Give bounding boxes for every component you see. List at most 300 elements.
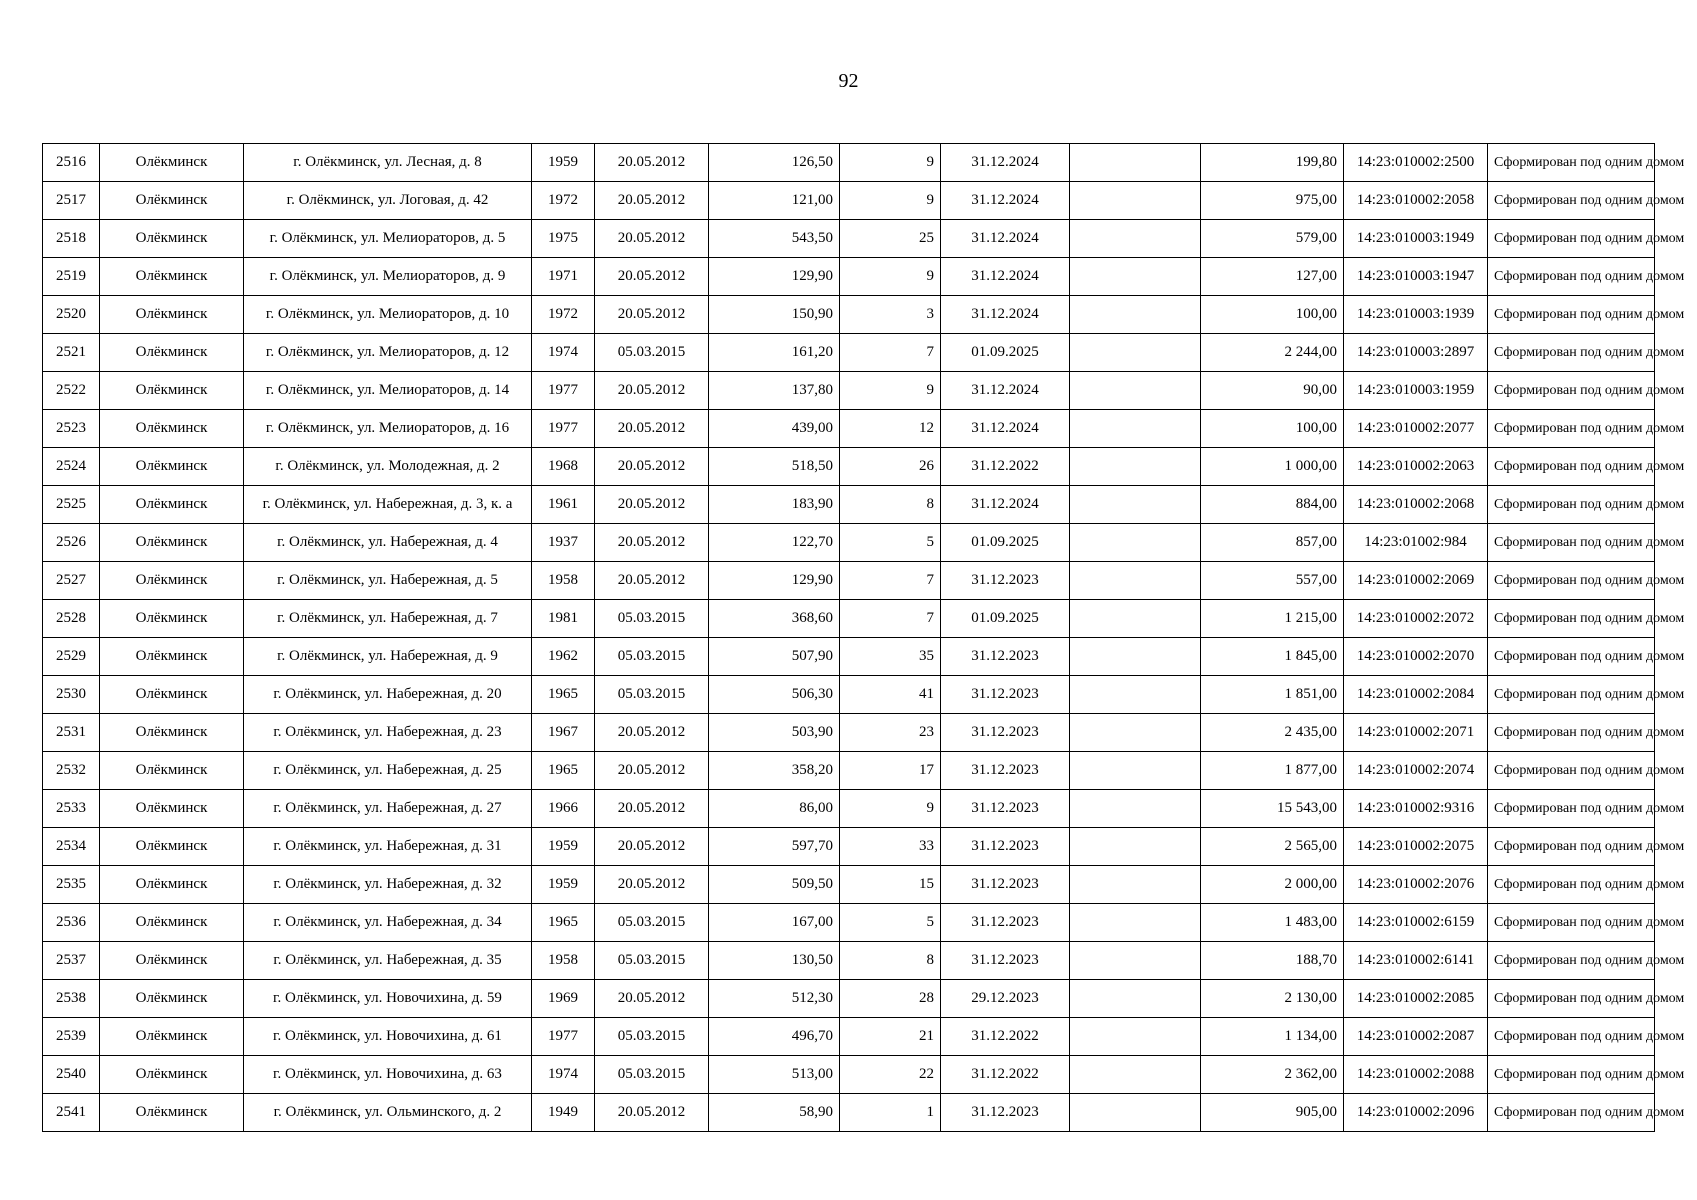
empty-cell xyxy=(1070,790,1201,828)
date-cell: 05.03.2015 xyxy=(595,1056,709,1094)
area-cell: 509,50 xyxy=(709,866,840,904)
date-cell: 20.05.2012 xyxy=(595,258,709,296)
table-row xyxy=(43,638,1655,676)
cadastral-number-cell: 14:23:010003:1939 xyxy=(1344,296,1488,334)
status-cell: Сформирован под одним домом xyxy=(1488,714,1655,752)
area-cell: 513,00 xyxy=(709,1056,840,1094)
settlement-cell: Олёкминск xyxy=(100,600,244,638)
table-row xyxy=(43,676,1655,714)
land-area-cell: 975,00 xyxy=(1201,182,1344,220)
empty-cell xyxy=(1070,676,1201,714)
status-cell: Сформирован под одним домом xyxy=(1488,942,1655,980)
date-cell: 20.05.2012 xyxy=(595,296,709,334)
residents-cell: 26 xyxy=(840,448,941,486)
deadline-cell: 01.09.2025 xyxy=(941,600,1070,638)
deadline-cell: 31.12.2023 xyxy=(941,866,1070,904)
land-area-cell: 100,00 xyxy=(1201,296,1344,334)
date-cell: 20.05.2012 xyxy=(595,752,709,790)
deadline-cell: 31.12.2023 xyxy=(941,790,1070,828)
date-cell: 20.05.2012 xyxy=(595,980,709,1018)
empty-cell xyxy=(1070,410,1201,448)
status-cell: Сформирован под одним домом xyxy=(1488,676,1655,714)
cadastral-number-cell: 14:23:010002:6159 xyxy=(1344,904,1488,942)
residents-cell: 25 xyxy=(840,220,941,258)
cadastral-number-cell: 14:23:010002:2069 xyxy=(1344,562,1488,600)
cadastral-number-cell: 14:23:010002:2087 xyxy=(1344,1018,1488,1056)
date-cell: 05.03.2015 xyxy=(595,676,709,714)
table-row xyxy=(43,942,1655,980)
area-cell: 503,90 xyxy=(709,714,840,752)
deadline-cell: 31.12.2024 xyxy=(941,296,1070,334)
area-cell: 439,00 xyxy=(709,410,840,448)
cadastral-number-cell: 14:23:010002:6141 xyxy=(1344,942,1488,980)
address-cell: г. Олёкминск, ул. Набережная, д. 32 xyxy=(244,866,532,904)
date-cell: 05.03.2015 xyxy=(595,600,709,638)
deadline-cell: 31.12.2023 xyxy=(941,828,1070,866)
area-cell: 122,70 xyxy=(709,524,840,562)
residents-cell: 22 xyxy=(840,1056,941,1094)
build-year-cell: 1977 xyxy=(532,410,595,448)
settlement-cell: Олёкминск xyxy=(100,752,244,790)
deadline-cell: 31.12.2023 xyxy=(941,752,1070,790)
empty-cell xyxy=(1070,942,1201,980)
row-number-cell: 2524 xyxy=(43,448,100,486)
empty-cell xyxy=(1070,1094,1201,1132)
status-cell: Сформирован под одним домом xyxy=(1488,144,1655,182)
row-number-cell: 2534 xyxy=(43,828,100,866)
area-cell: 506,30 xyxy=(709,676,840,714)
cadastral-number-cell: 14:23:010002:2075 xyxy=(1344,828,1488,866)
address-cell: г. Олёкминск, ул. Набережная, д. 4 xyxy=(244,524,532,562)
row-number-cell: 2537 xyxy=(43,942,100,980)
status-cell: Сформирован под одним домом xyxy=(1488,1094,1655,1132)
area-cell: 161,20 xyxy=(709,334,840,372)
residents-cell: 9 xyxy=(840,258,941,296)
land-area-cell: 188,70 xyxy=(1201,942,1344,980)
settlement-cell: Олёкминск xyxy=(100,638,244,676)
row-number-cell: 2530 xyxy=(43,676,100,714)
address-cell: г. Олёкминск, ул. Мелиораторов, д. 5 xyxy=(244,220,532,258)
settlement-cell: Олёкминск xyxy=(100,942,244,980)
table-row xyxy=(43,524,1655,562)
settlement-cell: Олёкминск xyxy=(100,334,244,372)
land-area-cell: 884,00 xyxy=(1201,486,1344,524)
area-cell: 130,50 xyxy=(709,942,840,980)
build-year-cell: 1965 xyxy=(532,752,595,790)
deadline-cell: 31.12.2023 xyxy=(941,562,1070,600)
table-row xyxy=(43,448,1655,486)
settlement-cell: Олёкминск xyxy=(100,448,244,486)
status-cell: Сформирован под одним домом xyxy=(1488,486,1655,524)
area-cell: 368,60 xyxy=(709,600,840,638)
date-cell: 20.05.2012 xyxy=(595,448,709,486)
table-row xyxy=(43,182,1655,220)
land-area-cell: 2 000,00 xyxy=(1201,866,1344,904)
area-cell: 512,30 xyxy=(709,980,840,1018)
date-cell: 20.05.2012 xyxy=(595,372,709,410)
status-cell: Сформирован под одним домом xyxy=(1488,904,1655,942)
land-area-cell: 90,00 xyxy=(1201,372,1344,410)
date-cell: 20.05.2012 xyxy=(595,866,709,904)
row-number-cell: 2517 xyxy=(43,182,100,220)
build-year-cell: 1969 xyxy=(532,980,595,1018)
table-row xyxy=(43,866,1655,904)
address-cell: г. Олёкминск, ул. Набережная, д. 34 xyxy=(244,904,532,942)
residents-cell: 9 xyxy=(840,372,941,410)
deadline-cell: 29.12.2023 xyxy=(941,980,1070,1018)
address-cell: г. Олёкминск, ул. Набережная, д. 31 xyxy=(244,828,532,866)
empty-cell xyxy=(1070,600,1201,638)
address-cell: г. Олёкминск, ул. Молодежная, д. 2 xyxy=(244,448,532,486)
address-cell: г. Олёкминск, ул. Лесная, д. 8 xyxy=(244,144,532,182)
build-year-cell: 1959 xyxy=(532,144,595,182)
residents-cell: 15 xyxy=(840,866,941,904)
build-year-cell: 1977 xyxy=(532,1018,595,1056)
status-cell: Сформирован под одним домом xyxy=(1488,334,1655,372)
settlement-cell: Олёкминск xyxy=(100,258,244,296)
table-row xyxy=(43,372,1655,410)
residents-cell: 7 xyxy=(840,562,941,600)
deadline-cell: 31.12.2024 xyxy=(941,182,1070,220)
row-number-cell: 2533 xyxy=(43,790,100,828)
empty-cell xyxy=(1070,296,1201,334)
settlement-cell: Олёкминск xyxy=(100,144,244,182)
row-number-cell: 2539 xyxy=(43,1018,100,1056)
land-area-cell: 1 215,00 xyxy=(1201,600,1344,638)
deadline-cell: 31.12.2023 xyxy=(941,676,1070,714)
cadastral-number-cell: 14:23:01002:984 xyxy=(1344,524,1488,562)
row-number-cell: 2523 xyxy=(43,410,100,448)
settlement-cell: Олёкминск xyxy=(100,980,244,1018)
date-cell: 05.03.2015 xyxy=(595,1018,709,1056)
address-cell: г. Олёкминск, ул. Новочихина, д. 59 xyxy=(244,980,532,1018)
settlement-cell: Олёкминск xyxy=(100,714,244,752)
status-cell: Сформирован под одним домом xyxy=(1488,1018,1655,1056)
deadline-cell: 31.12.2023 xyxy=(941,1094,1070,1132)
deadline-cell: 01.09.2025 xyxy=(941,334,1070,372)
row-number-cell: 2522 xyxy=(43,372,100,410)
land-area-cell: 1 851,00 xyxy=(1201,676,1344,714)
cadastral-number-cell: 14:23:010002:2063 xyxy=(1344,448,1488,486)
deadline-cell: 01.09.2025 xyxy=(941,524,1070,562)
address-cell: г. Олёкминск, ул. Набережная, д. 25 xyxy=(244,752,532,790)
residents-cell: 41 xyxy=(840,676,941,714)
deadline-cell: 31.12.2022 xyxy=(941,1056,1070,1094)
address-cell: г. Олёкминск, ул. Мелиораторов, д. 9 xyxy=(244,258,532,296)
empty-cell xyxy=(1070,714,1201,752)
settlement-cell: Олёкминск xyxy=(100,524,244,562)
table-row xyxy=(43,980,1655,1018)
address-cell: г. Олёкминск, ул. Набережная, д. 23 xyxy=(244,714,532,752)
address-cell: г. Олёкминск, ул. Набережная, д. 7 xyxy=(244,600,532,638)
land-area-cell: 2 130,00 xyxy=(1201,980,1344,1018)
empty-cell xyxy=(1070,904,1201,942)
area-cell: 150,90 xyxy=(709,296,840,334)
empty-cell xyxy=(1070,144,1201,182)
status-cell: Сформирован под одним домом xyxy=(1488,1056,1655,1094)
land-area-cell: 127,00 xyxy=(1201,258,1344,296)
residents-cell: 9 xyxy=(840,182,941,220)
row-number-cell: 2536 xyxy=(43,904,100,942)
build-year-cell: 1974 xyxy=(532,334,595,372)
address-cell: г. Олёкминск, ул. Набережная, д. 35 xyxy=(244,942,532,980)
build-year-cell: 1958 xyxy=(532,562,595,600)
status-cell: Сформирован под одним домом xyxy=(1488,372,1655,410)
residents-cell: 23 xyxy=(840,714,941,752)
deadline-cell: 31.12.2024 xyxy=(941,372,1070,410)
status-cell: Сформирован под одним домом xyxy=(1488,220,1655,258)
table-row xyxy=(43,1094,1655,1132)
settlement-cell: Олёкминск xyxy=(100,828,244,866)
area-cell: 507,90 xyxy=(709,638,840,676)
area-cell: 358,20 xyxy=(709,752,840,790)
table-row xyxy=(43,714,1655,752)
cadastral-number-cell: 14:23:010002:2076 xyxy=(1344,866,1488,904)
status-cell: Сформирован под одним домом xyxy=(1488,638,1655,676)
land-area-cell: 199,80 xyxy=(1201,144,1344,182)
address-cell: г. Олёкминск, ул. Набережная, д. 20 xyxy=(244,676,532,714)
table-row xyxy=(43,410,1655,448)
build-year-cell: 1974 xyxy=(532,1056,595,1094)
settlement-cell: Олёкминск xyxy=(100,866,244,904)
table-row xyxy=(43,1018,1655,1056)
row-number-cell: 2531 xyxy=(43,714,100,752)
land-area-cell: 905,00 xyxy=(1201,1094,1344,1132)
cadastral-number-cell: 14:23:010003:1949 xyxy=(1344,220,1488,258)
area-cell: 183,90 xyxy=(709,486,840,524)
address-cell: г. Олёкминск, ул. Набережная, д. 9 xyxy=(244,638,532,676)
build-year-cell: 1981 xyxy=(532,600,595,638)
row-number-cell: 2538 xyxy=(43,980,100,1018)
registry-rows xyxy=(43,144,1685,1132)
build-year-cell: 1972 xyxy=(532,296,595,334)
land-area-cell: 1 877,00 xyxy=(1201,752,1344,790)
empty-cell xyxy=(1070,334,1201,372)
address-cell: г. Олёкминск, ул. Новочихина, д. 63 xyxy=(244,1056,532,1094)
area-cell: 121,00 xyxy=(709,182,840,220)
residents-cell: 3 xyxy=(840,296,941,334)
address-cell: г. Олёкминск, ул. Новочихина, д. 61 xyxy=(244,1018,532,1056)
cadastral-number-cell: 14:23:010002:2070 xyxy=(1344,638,1488,676)
residents-cell: 9 xyxy=(840,144,941,182)
area-cell: 167,00 xyxy=(709,904,840,942)
row-number-cell: 2529 xyxy=(43,638,100,676)
empty-cell xyxy=(1070,524,1201,562)
residents-cell: 8 xyxy=(840,486,941,524)
row-number-cell: 2521 xyxy=(43,334,100,372)
table-row xyxy=(43,828,1655,866)
date-cell: 20.05.2012 xyxy=(595,790,709,828)
settlement-cell: Олёкминск xyxy=(100,486,244,524)
table-row xyxy=(43,258,1655,296)
row-number-cell: 2540 xyxy=(43,1056,100,1094)
status-cell: Сформирован под одним домом xyxy=(1488,600,1655,638)
build-year-cell: 1977 xyxy=(532,372,595,410)
row-number-cell: 2518 xyxy=(43,220,100,258)
cadastral-number-cell: 14:23:010002:2071 xyxy=(1344,714,1488,752)
land-area-cell: 2 362,00 xyxy=(1201,1056,1344,1094)
table-row xyxy=(43,1056,1655,1094)
cadastral-number-cell: 14:23:010002:2077 xyxy=(1344,410,1488,448)
empty-cell xyxy=(1070,752,1201,790)
area-cell: 597,70 xyxy=(709,828,840,866)
land-area-cell: 1 845,00 xyxy=(1201,638,1344,676)
date-cell: 20.05.2012 xyxy=(595,562,709,600)
address-cell: г. Олёкминск, ул. Логовая, д. 42 xyxy=(244,182,532,220)
status-cell: Сформирован под одним домом xyxy=(1488,448,1655,486)
address-cell: г. Олёкминск, ул. Ольминского, д. 2 xyxy=(244,1094,532,1132)
area-cell: 126,50 xyxy=(709,144,840,182)
row-number-cell: 2525 xyxy=(43,486,100,524)
deadline-cell: 31.12.2023 xyxy=(941,714,1070,752)
address-cell: г. Олёкминск, ул. Мелиораторов, д. 16 xyxy=(244,410,532,448)
build-year-cell: 1962 xyxy=(532,638,595,676)
settlement-cell: Олёкминск xyxy=(100,1094,244,1132)
page-number: 92 xyxy=(838,70,859,92)
build-year-cell: 1959 xyxy=(532,828,595,866)
status-cell: Сформирован под одним домом xyxy=(1488,828,1655,866)
address-cell: г. Олёкминск, ул. Мелиораторов, д. 10 xyxy=(244,296,532,334)
settlement-cell: Олёкминск xyxy=(100,410,244,448)
row-number-cell: 2535 xyxy=(43,866,100,904)
land-area-cell: 15 543,00 xyxy=(1201,790,1344,828)
land-area-cell: 100,00 xyxy=(1201,410,1344,448)
table-row xyxy=(43,790,1655,828)
land-area-cell: 579,00 xyxy=(1201,220,1344,258)
cadastral-number-cell: 14:23:010002:2500 xyxy=(1344,144,1488,182)
status-cell: Сформирован под одним домом xyxy=(1488,980,1655,1018)
status-cell: Сформирован под одним домом xyxy=(1488,258,1655,296)
residents-cell: 8 xyxy=(840,942,941,980)
area-cell: 129,90 xyxy=(709,258,840,296)
deadline-cell: 31.12.2023 xyxy=(941,942,1070,980)
date-cell: 20.05.2012 xyxy=(595,714,709,752)
deadline-cell: 31.12.2024 xyxy=(941,486,1070,524)
build-year-cell: 1961 xyxy=(532,486,595,524)
date-cell: 05.03.2015 xyxy=(595,638,709,676)
empty-cell xyxy=(1070,448,1201,486)
settlement-cell: Олёкминск xyxy=(100,372,244,410)
date-cell: 20.05.2012 xyxy=(595,410,709,448)
cadastral-number-cell: 14:23:010002:2088 xyxy=(1344,1056,1488,1094)
status-cell: Сформирован под одним домом xyxy=(1488,562,1655,600)
table-row xyxy=(43,486,1655,524)
build-year-cell: 1975 xyxy=(532,220,595,258)
settlement-cell: Олёкминск xyxy=(100,790,244,828)
residents-cell: 33 xyxy=(840,828,941,866)
table-row xyxy=(43,144,1655,182)
row-number-cell: 2527 xyxy=(43,562,100,600)
deadline-cell: 31.12.2024 xyxy=(941,258,1070,296)
empty-cell xyxy=(1070,828,1201,866)
area-cell: 86,00 xyxy=(709,790,840,828)
deadline-cell: 31.12.2022 xyxy=(941,448,1070,486)
status-cell: Сформирован под одним домом xyxy=(1488,752,1655,790)
empty-cell xyxy=(1070,1018,1201,1056)
table-row xyxy=(43,752,1655,790)
build-year-cell: 1949 xyxy=(532,1094,595,1132)
status-cell: Сформирован под одним домом xyxy=(1488,296,1655,334)
build-year-cell: 1971 xyxy=(532,258,595,296)
residents-cell: 7 xyxy=(840,600,941,638)
row-number-cell: 2541 xyxy=(43,1094,100,1132)
deadline-cell: 31.12.2024 xyxy=(941,144,1070,182)
cadastral-number-cell: 14:23:010002:9316 xyxy=(1344,790,1488,828)
residents-cell: 9 xyxy=(840,790,941,828)
area-cell: 496,70 xyxy=(709,1018,840,1056)
cadastral-number-cell: 14:23:010002:2074 xyxy=(1344,752,1488,790)
date-cell: 20.05.2012 xyxy=(595,486,709,524)
status-cell: Сформирован под одним домом xyxy=(1488,410,1655,448)
date-cell: 05.03.2015 xyxy=(595,334,709,372)
residents-cell: 1 xyxy=(840,1094,941,1132)
table-row xyxy=(43,296,1655,334)
registry-table xyxy=(42,143,1685,1132)
build-year-cell: 1965 xyxy=(532,676,595,714)
build-year-cell: 1968 xyxy=(532,448,595,486)
row-number-cell: 2519 xyxy=(43,258,100,296)
table-row xyxy=(43,904,1655,942)
settlement-cell: Олёкминск xyxy=(100,220,244,258)
residents-cell: 28 xyxy=(840,980,941,1018)
empty-cell xyxy=(1070,562,1201,600)
deadline-cell: 31.12.2023 xyxy=(941,904,1070,942)
area-cell: 543,50 xyxy=(709,220,840,258)
build-year-cell: 1966 xyxy=(532,790,595,828)
empty-cell xyxy=(1070,980,1201,1018)
residents-cell: 35 xyxy=(840,638,941,676)
status-cell: Сформирован под одним домом xyxy=(1488,790,1655,828)
date-cell: 20.05.2012 xyxy=(595,524,709,562)
address-cell: г. Олёкминск, ул. Набережная, д. 5 xyxy=(244,562,532,600)
row-number-cell: 2532 xyxy=(43,752,100,790)
residents-cell: 17 xyxy=(840,752,941,790)
empty-cell xyxy=(1070,258,1201,296)
date-cell: 05.03.2015 xyxy=(595,942,709,980)
area-cell: 137,80 xyxy=(709,372,840,410)
land-area-cell: 1 000,00 xyxy=(1201,448,1344,486)
area-cell: 518,50 xyxy=(709,448,840,486)
empty-cell xyxy=(1070,182,1201,220)
settlement-cell: Олёкминск xyxy=(100,904,244,942)
empty-cell xyxy=(1070,866,1201,904)
row-number-cell: 2526 xyxy=(43,524,100,562)
deadline-cell: 31.12.2023 xyxy=(941,638,1070,676)
build-year-cell: 1965 xyxy=(532,904,595,942)
status-cell: Сформирован под одним домом xyxy=(1488,182,1655,220)
table-row xyxy=(43,600,1655,638)
empty-cell xyxy=(1070,486,1201,524)
empty-cell xyxy=(1070,372,1201,410)
residents-cell: 12 xyxy=(840,410,941,448)
deadline-cell: 31.12.2024 xyxy=(941,410,1070,448)
row-number-cell: 2528 xyxy=(43,600,100,638)
date-cell: 20.05.2012 xyxy=(595,1094,709,1132)
cadastral-number-cell: 14:23:010002:2096 xyxy=(1344,1094,1488,1132)
date-cell: 20.05.2012 xyxy=(595,828,709,866)
cadastral-number-cell: 14:23:010002:2084 xyxy=(1344,676,1488,714)
residents-cell: 5 xyxy=(840,904,941,942)
build-year-cell: 1937 xyxy=(532,524,595,562)
cadastral-number-cell: 14:23:010003:2897 xyxy=(1344,334,1488,372)
residents-cell: 5 xyxy=(840,524,941,562)
settlement-cell: Олёкминск xyxy=(100,676,244,714)
row-number-cell: 2516 xyxy=(43,144,100,182)
table-row xyxy=(43,220,1655,258)
date-cell: 20.05.2012 xyxy=(595,220,709,258)
cadastral-number-cell: 14:23:010002:2058 xyxy=(1344,182,1488,220)
row-number-cell: 2520 xyxy=(43,296,100,334)
